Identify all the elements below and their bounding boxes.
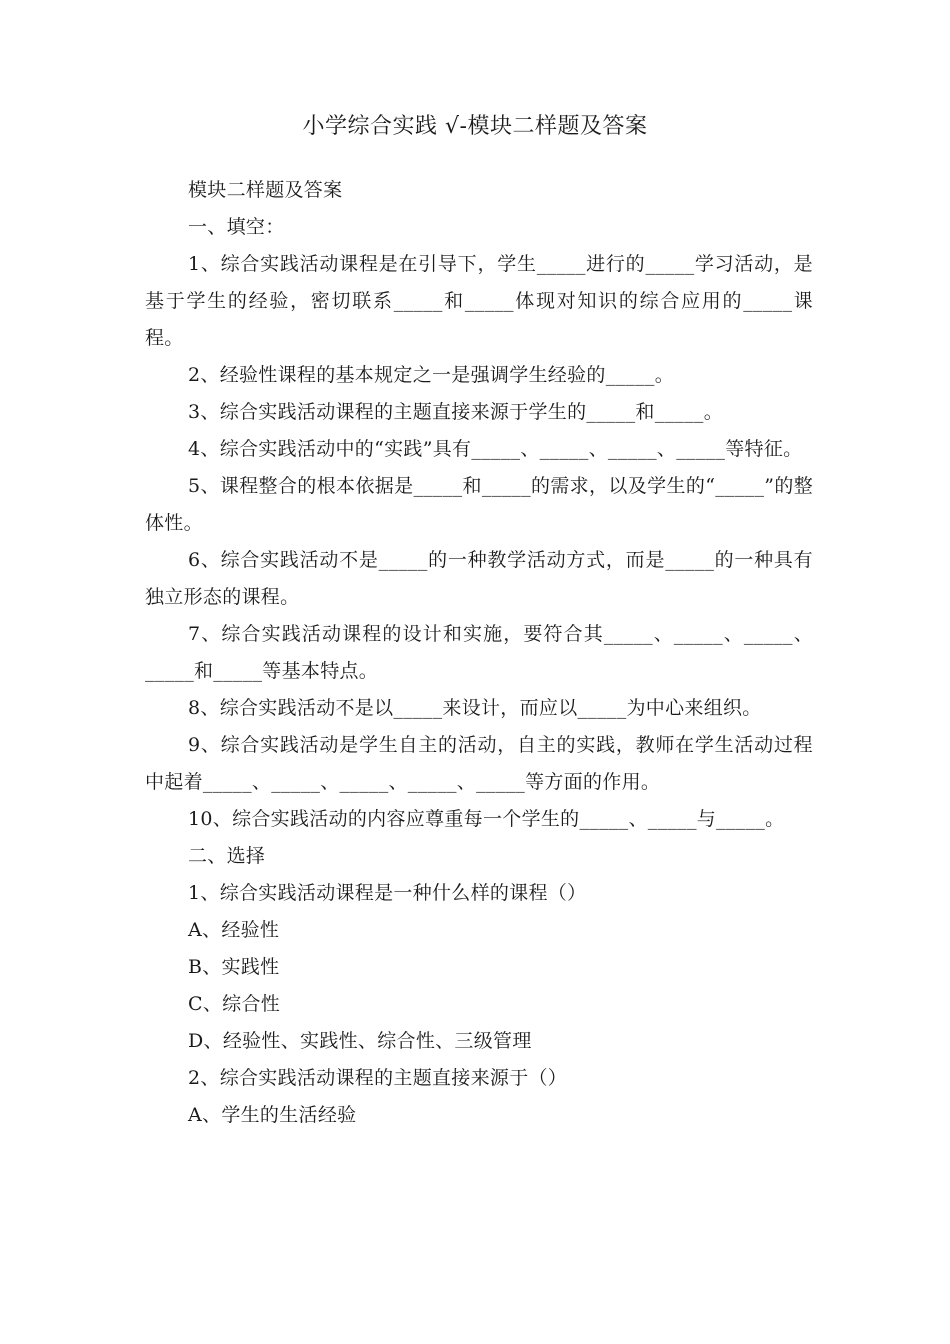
page-title: 小学综合实践 √-模块二样题及答案: [302, 114, 648, 139]
question-9: 9、综合实践活动是学生自主的活动，自主的实践，教师在学生活动过程中起着_____、_____、_____、_____、_____等方面的作用。: [145, 734, 813, 793]
choice-1-option-d: D、经验性、实践性、综合性、三级管理: [188, 1030, 532, 1052]
choice-1-option-a: A、经验性: [188, 919, 280, 941]
choice-question-2: 2、综合实践活动课程的主题直接来源于（）: [188, 1067, 568, 1089]
question-5: 5、课程整合的根本依据是_____和_____的需求，以及学生的“_____”的整体性。: [145, 475, 813, 534]
question-10: 10、综合实践活动的内容应尊重每一个学生的_____、_____与_____。: [188, 808, 785, 830]
choice-question-1: 1、综合实践活动课程是一种什么样的课程（）: [188, 882, 587, 904]
section-heading-fill: 一、填空：: [188, 216, 285, 238]
subtitle: 模块二样题及答案: [188, 179, 343, 201]
choice-1-option-c: C、综合性: [188, 993, 281, 1015]
question-2: 2、经验性课程的基本规定之一是强调学生经验的_____。: [188, 364, 674, 386]
question-1: 1、综合实践活动课程是在引导下，学生_____进行的_____学习活动，是基于学生的经验，密切联系_____和_____体现对知识的综合应用的_____课程。: [145, 253, 813, 349]
choice-2-option-a: A、学生的生活经验: [188, 1104, 357, 1126]
document-body: [145, 172, 813, 1134]
section-heading-choice: 二、选择: [188, 845, 266, 867]
choice-1-option-b: B、实践性: [188, 956, 280, 978]
question-7: 7、综合实践活动课程的设计和实施，要符合其_____、_____、_____、_____和_____等基本特点。: [145, 623, 813, 682]
question-8: 8、综合实践活动不是以_____来设计，而应以_____为中心来组织。: [188, 697, 762, 719]
question-4: 4、综合实践活动中的“实践”具有_____、_____、_____、_____等特征。: [188, 438, 803, 460]
question-3: 3、综合实践活动课程的主题直接来源于学生的_____和_____。: [188, 401, 723, 423]
question-6: 6、综合实践活动不是_____的一种教学活动方式，而是_____的一种具有独立形态的课程。: [145, 549, 813, 608]
